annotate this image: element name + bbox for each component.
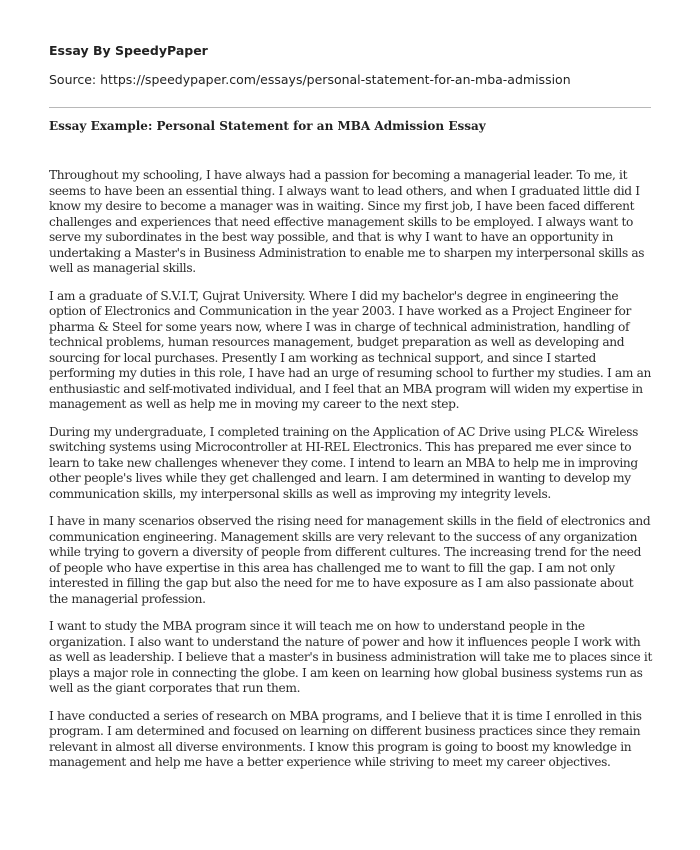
- source-label: Source:: [49, 72, 101, 87]
- essay-paragraph: During my undergraduate, I completed training on the Application of AC Drive using PLC& Wireless switching systems using Microcontroller at HI-REL Electronics. This has prepared me ever since to learn to take new challenges whenever they come. I intend to learn an MBA to help me in improving other people's lives while they get challenged and learn. I am determined in wanting to develop my communication skills, my interpersonal skills as well as improving my integrity levels.: [49, 424, 639, 501]
- site-title: Essay By SpeedyPaper: [49, 43, 208, 58]
- essay-body: [49, 168, 653, 783]
- essay-paragraph: I have conducted a series of research on MBA programs, and I believe that it is time I enrolled in this program. I am determined and focused on learning on different business practices since they remain relevant in almost all diverse environments. I know this program is going to boost my knowledge in management and help me have a better experience while striving to meet my career objectives.: [49, 708, 642, 769]
- essay-title: Essay Example: Personal Statement for an MBA Admission Essay: [49, 119, 486, 133]
- essay-paragraph: I want to study the MBA program since it will teach me on how to understand people in the organization. I also want to understand the nature of power and how it influences people I work with as well as leadership. I believe that a master's in business administration will take me to places since it plays a major role in connecting the globe. I am keen on learning how global business systems run as well as the giant corporates that run them.: [49, 619, 652, 695]
- essay-paragraph: I am a graduate of S.V.I.T, Gujrat University. Where I did my bachelor's degree in engineering the option of Electronics and Communication in the year 2003. I have worked as a Project Engineer for pharma & Steel for some years now, where I was in charge of technical administration, handling of technical problems, human resources management, budget preparation as well as developing and sourcing for local purchases. Presently I am working as technical support, and since I started performing my duties in this role, I have had an urge of resuming school to further my studies. I am an enthusiastic and self-motivated individual, and I feel that an MBA program will widen my expertise in management as well as help me in moving my career to the next step.: [49, 288, 651, 411]
- essay-paragraph: I have in many scenarios observed the rising need for management skills in the field of electronics and communication engineering. Management skills are very relevant to the success of any organization while trying to govern a diversity of people from different cultures. The increasing trend for the need of people who have expertise in this area has challenged me to want to fill the gap. I am not only interested in filling the gap but also the need for me to have exposure as I am also passionate about the managerial profession.: [49, 514, 651, 606]
- source-link[interactable]: https://speedypaper.com/essays/personal-statement-for-an-mba-admission: [100, 72, 571, 87]
- essay-paragraph: Throughout my schooling, I have always had a passion for becoming a managerial leader. To me, it seems to have been an essential thing. I always want to lead others, and when I graduated little did I know my desire to become a manager was in waiting. Since my first job, I have been faced different challenges and experiences that need effective management skills to be employed. I always want to serve my subordinates in the best way possible, and that is why I want to have an opportunity in undertaking a Master's in Business Administration to enable me to sharpen my interpersonal skills as well as managerial skills.: [49, 168, 645, 275]
- source-line: [49, 72, 571, 87]
- header-divider: [49, 107, 651, 108]
